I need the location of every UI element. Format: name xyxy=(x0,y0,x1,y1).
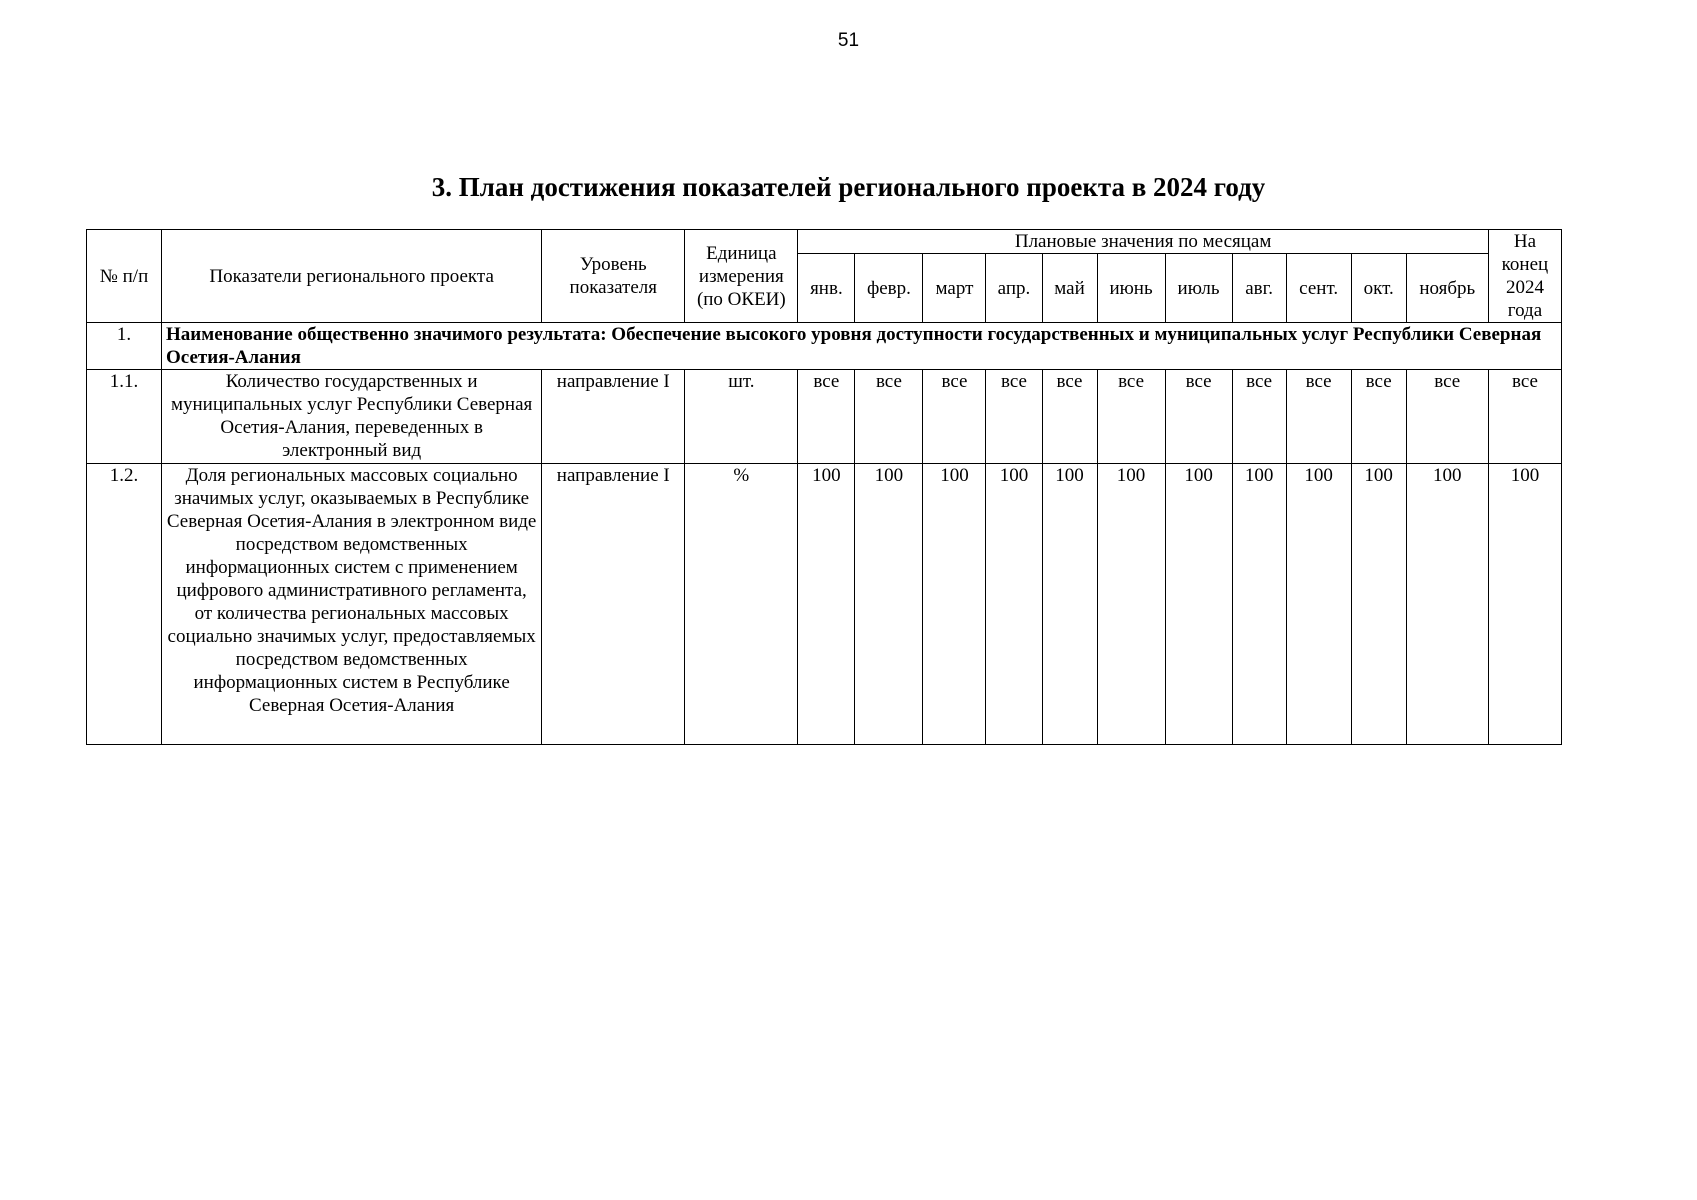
month-value: все xyxy=(1042,370,1097,464)
month-value: 100 xyxy=(1232,464,1286,745)
row-num: 1.1. xyxy=(87,370,162,464)
header-level: Уровень показателя xyxy=(542,230,685,323)
month-value: 100 xyxy=(923,464,986,745)
header-month: ноябрь xyxy=(1406,254,1488,323)
plan-table xyxy=(86,229,1562,745)
section-title: 3. План достижения показателей регионального проекта в 2024 году xyxy=(431,172,1266,202)
table-row xyxy=(87,370,1562,464)
table-row xyxy=(87,464,1562,745)
header-month: март xyxy=(923,254,986,323)
month-value: все xyxy=(1286,370,1351,464)
header-month: янв. xyxy=(798,254,855,323)
month-value: 100 xyxy=(798,464,855,745)
month-value: все xyxy=(1406,370,1488,464)
indicator-level: направление I xyxy=(542,464,685,745)
header-monthly-group: Плановые значения по месяцам xyxy=(798,230,1489,254)
header-month: май xyxy=(1042,254,1097,323)
header-num: № п/п xyxy=(87,230,162,323)
month-value: 100 xyxy=(1042,464,1097,745)
month-value: все xyxy=(1097,370,1165,464)
header-unit: Единица измерения (по ОКЕИ) xyxy=(685,230,798,323)
month-value: все xyxy=(986,370,1042,464)
row-num: 1.2. xyxy=(87,464,162,745)
header-month: окт. xyxy=(1351,254,1406,323)
month-value: все xyxy=(1165,370,1232,464)
month-value: 100 xyxy=(855,464,923,745)
month-value: все xyxy=(798,370,855,464)
month-value: все xyxy=(1351,370,1406,464)
header-month: июль xyxy=(1165,254,1232,323)
page-number: 51 xyxy=(837,30,860,51)
month-value: все xyxy=(923,370,986,464)
month-value: все xyxy=(1232,370,1286,464)
header-month: июнь xyxy=(1097,254,1165,323)
year-end-value: все xyxy=(1488,370,1561,464)
header-indicator: Показатели регионального проекта xyxy=(162,230,542,323)
header-year-end: На конец 2024 года xyxy=(1488,230,1561,323)
indicator-level: направление I xyxy=(542,370,685,464)
month-value: 100 xyxy=(1286,464,1351,745)
month-value: 100 xyxy=(1406,464,1488,745)
section-text: Наименование общественно значимого результата: Обеспечение высокого уровня доступности государственных и муниципальных услуг Республики Северная Осетия-Алания xyxy=(162,323,1562,370)
indicator-unit: шт. xyxy=(685,370,798,464)
section-num: 1. xyxy=(87,323,162,370)
month-value: 100 xyxy=(1097,464,1165,745)
header-month: авг. xyxy=(1232,254,1286,323)
year-end-value: 100 xyxy=(1488,464,1561,745)
header-month: февр. xyxy=(855,254,923,323)
header-month: апр. xyxy=(986,254,1042,323)
header-month: сент. xyxy=(1286,254,1351,323)
month-value: 100 xyxy=(986,464,1042,745)
month-value: 100 xyxy=(1351,464,1406,745)
header-row-1 xyxy=(87,230,1562,254)
section-row xyxy=(87,323,1562,370)
month-value: все xyxy=(855,370,923,464)
month-value: 100 xyxy=(1165,464,1232,745)
indicator-unit: % xyxy=(685,464,798,745)
indicator-name: Доля региональных массовых социально значимых услуг, оказываемых в Республике Северная Осетия-Алания в электронном виде посредством ведомственных информационных систем с применением цифрового административного регламента, от количества региональных массовых социально значимых услуг, предоставляемых посредством ведомственных информационных систем в Республике Северная Осетия-Алания xyxy=(162,464,542,745)
indicator-name: Количество государственных и муниципальных услуг Республики Северная Осетия-Алания, переведенных в электронный вид xyxy=(162,370,542,464)
